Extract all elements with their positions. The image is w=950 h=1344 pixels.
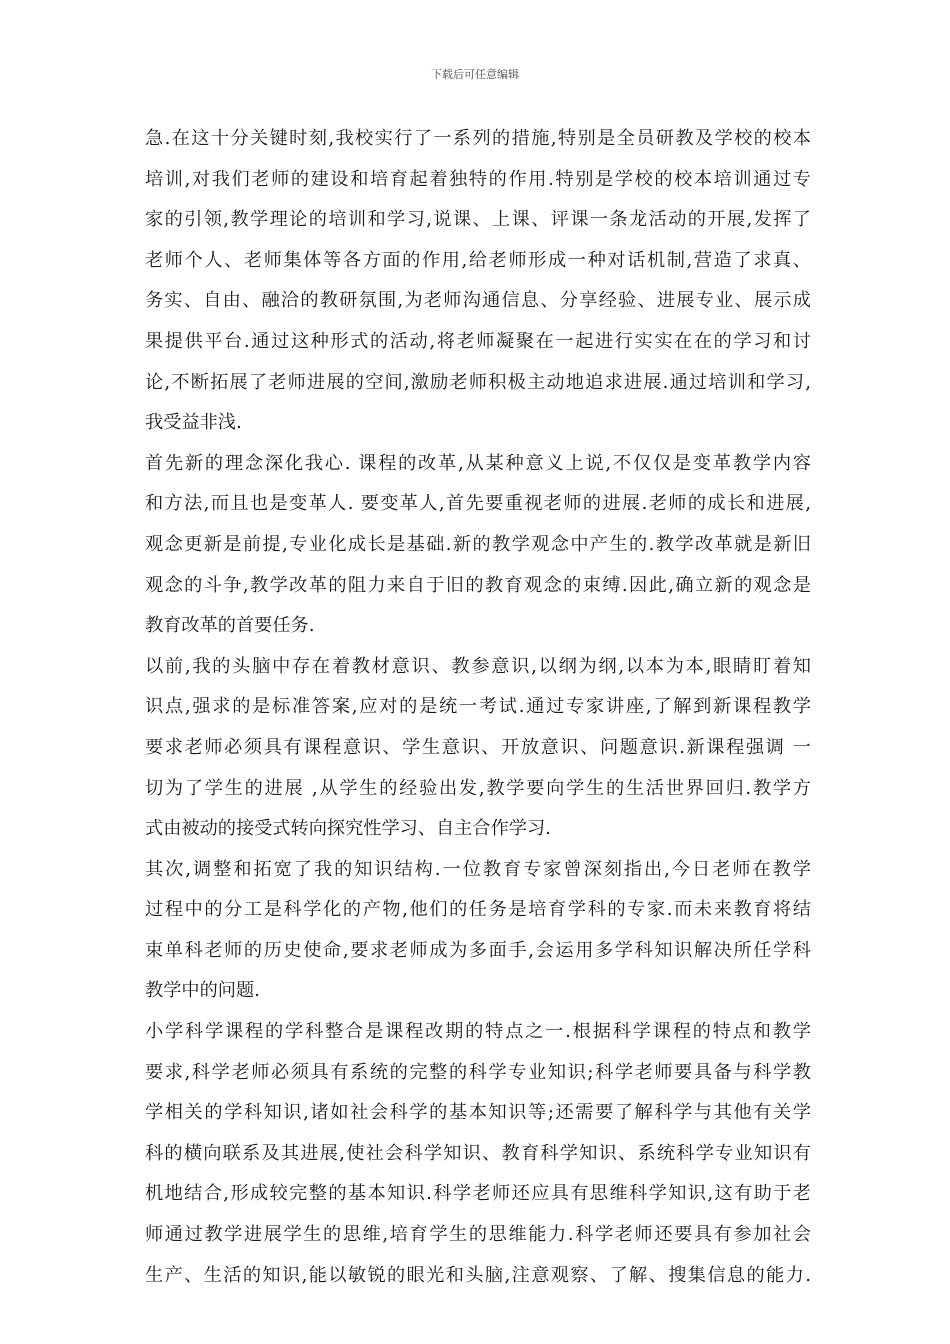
text-line: 观念更新是前提,专业化成长是基础.新的教学观念中产生的.教学改革就是新旧 xyxy=(145,533,811,555)
text-line: 学相关的学科知识,诸如社会科学的基本知识等;还需要了解科学与其他有关学 xyxy=(145,1102,811,1124)
text-line: 务实、自由、融洽的教研氛围,为老师沟通信息、分享经验、进展专业、展示成 xyxy=(145,290,811,312)
text-line: 家的引领,教学理论的培训和学习,说课、上课、评课一条龙活动的开展,发挥了 xyxy=(145,209,811,231)
text-line: 识点,强求的是标准答案,应对的是统一考试.通过专家讲座,了解到新课程教学 xyxy=(145,696,811,718)
text-line: 科的横向联系及其进展,使社会科学知识、教育科学知识、系统科学专业知识有 xyxy=(145,1142,811,1164)
text-line: 我受益非浅. xyxy=(145,412,242,434)
text-line: 要求老师必须具有课程意识、学生意识、开放意识、问题意识.新课程强调 一 xyxy=(145,736,811,758)
text-line: 教学中的问题. xyxy=(145,980,260,1002)
text-line: 式由被动的接受式转向探究性学习、自主合作学习. xyxy=(145,818,551,840)
text-line: 培训,对我们老师的建设和培育起着独特的作用.特别是学校的校本培训通过专 xyxy=(145,168,811,190)
text-line: 老师个人、老师集体等各方面的作用,给老师形成一种对话机制,营造了求真、 xyxy=(145,249,811,271)
text-line: 观念的斗争,教学改革的阻力来自于旧的教育观念的束缚.因此,确立新的观念是 xyxy=(145,574,811,596)
text-line: 束单科老师的历史使命,要求老师成为多面手,会运用多学科知识解决所任学科 xyxy=(145,939,811,961)
text-line: 首先新的理念深化我心. 课程的改革,从某种意义上说,不仅仅是变革教学内容 xyxy=(145,452,811,474)
text-line: 教育改革的首要任务. xyxy=(145,615,315,637)
text-line: 过程中的分工是科学化的产物,他们的任务是培育学科的专家.而未来教育将结 xyxy=(145,899,811,921)
text-line: 切为了学生的进展 ,从学生的经验出发,教学要向学生的生活世界回归.教学方 xyxy=(145,777,811,799)
text-line: 论,不断拓展了老师进展的空间,激励老师积极主动地追求进展.通过培训和学习, xyxy=(145,371,811,393)
text-line: 生产、生活的知识,能以敏锐的眼光和头脑,注意观察、了解、搜集信息的能力. xyxy=(145,1264,811,1286)
text-line: 要求,科学老师必须具有系统的完整的科学专业知识;科学老师要具备与科学教 xyxy=(145,1061,811,1083)
text-line: 小学科学课程的学科整合是课程改期的特点之一.根据科学课程的特点和教学 xyxy=(145,1021,811,1043)
text-line: 师通过教学进展学生的思维,培育学生的思维能力.科学老师还要具有参加社会 xyxy=(145,1224,811,1246)
text-line: 果提供平台.通过这种形式的活动,将老师凝聚在一起进行实实在在的学习和讨 xyxy=(145,330,811,352)
text-line: 以前,我的头脑中存在着教材意识、教参意识,以纲为纲,以本为本,眼睛盯着知 xyxy=(145,655,811,677)
page-header: 下载后可任意编辑 xyxy=(431,68,519,81)
document-body xyxy=(145,119,811,1296)
text-line: 急.在这十分关键时刻,我校实行了一系列的措施,特别是全员研教及学校的校本 xyxy=(145,128,811,149)
text-line: 和方法,而且也是变革人. 要变革人,首先要重视老师的进展.老师的成长和进展, xyxy=(145,493,811,515)
text-line: 其次,调整和拓宽了我的知识结构.一位教育专家曾深刻指出,今日老师在教学 xyxy=(145,858,811,880)
text-line: 机地结合,形成较完整的基本知识.科学老师还应具有思维科学知识,这有助于老 xyxy=(145,1183,811,1205)
